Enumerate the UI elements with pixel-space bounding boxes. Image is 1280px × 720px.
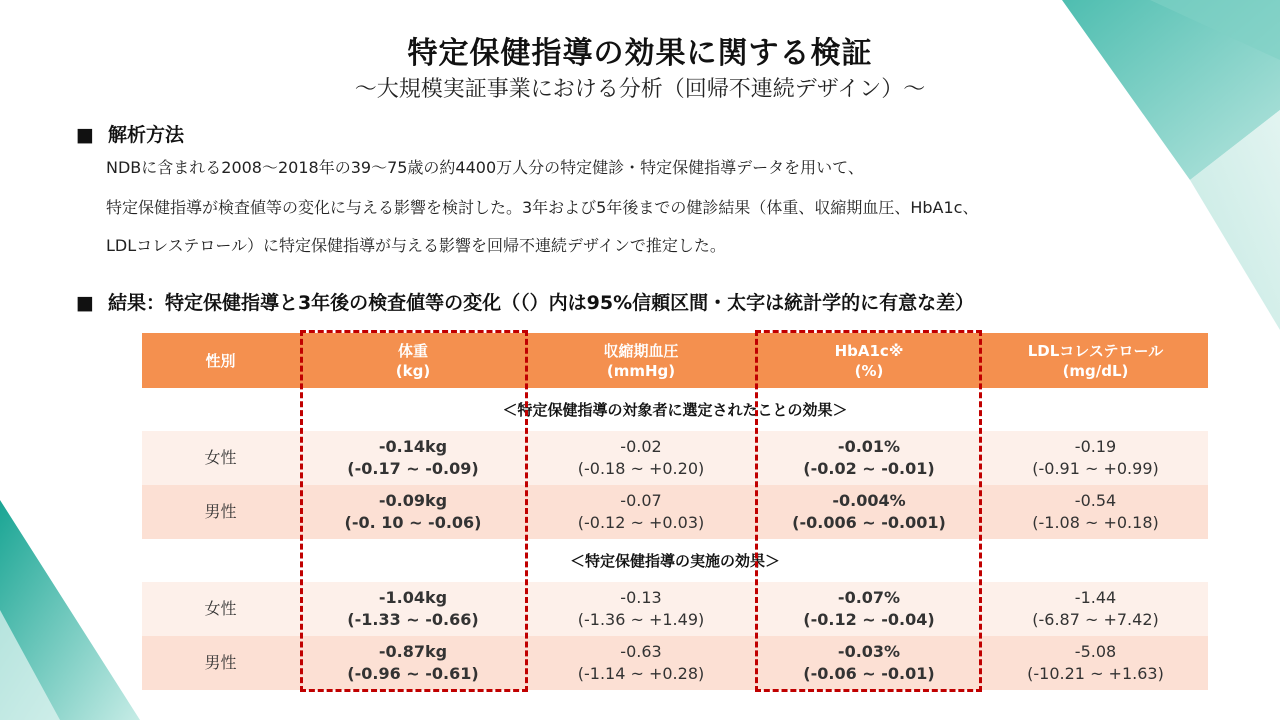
ldl-cell: -5.08 (-10.21 ~ +1.63)	[983, 636, 1208, 690]
header-sex: 性別	[142, 333, 299, 388]
method-line-1: NDBに含まれる2008～2018年の39～75歳の約4400万人分の特定健診・特定保健指導データを用いて、	[106, 158, 864, 177]
sex-cell: 男性	[142, 485, 299, 539]
header-ldl: LDLコレステロール (mg/dL)	[983, 333, 1208, 388]
weight-column-highlight	[300, 330, 528, 692]
header-weight: 体重 (kg)	[299, 333, 527, 388]
ldl-cell: -0.54 (-1.08 ~ +0.18)	[983, 485, 1208, 539]
weight-cell: -0.14kg (-0.17 ~ -0.09)	[299, 431, 527, 485]
sex-cell: 女性	[142, 582, 299, 636]
weight-cell: -0.09kg (-0. 10 ~ -0.06)	[299, 485, 527, 539]
hba1c-cell: -0.07% (-0.12 ~ -0.04)	[755, 582, 983, 636]
page-subtitle: ～大規模実証事業における分析（回帰不連続デザイン）～	[354, 77, 926, 102]
sbp-cell: -0.02 (-0.18 ~ +0.20)	[527, 431, 755, 485]
ldl-cell: -1.44 (-6.87 ~ +7.42)	[983, 582, 1208, 636]
weight-cell: -1.04kg (-1.33 ~ -0.66)	[299, 582, 527, 636]
section1-caption: ＜特定保健指導の対象者に選定されたことの効果＞	[142, 388, 1208, 431]
section2-caption: ＜特定保健指導の実施の効果＞	[142, 539, 1208, 582]
method-line-2: 特定保健指導が検査値等の変化に与える影響を検討した。3年および5年後までの健診結果（体重、収縮期血圧、HbA1c、	[106, 198, 979, 217]
square-bullet-icon: ■	[76, 292, 94, 314]
hba1c-cell: -0.01% (-0.02 ~ -0.01)	[755, 431, 983, 485]
sbp-cell: -0.13 (-1.36 ~ +1.49)	[527, 582, 755, 636]
weight-cell: -0.87kg (-0.96 ~ -0.61)	[299, 636, 527, 690]
method-heading-text: 解析方法	[107, 124, 184, 146]
ldl-cell: -0.19 (-0.91 ~ +0.99)	[983, 431, 1208, 485]
sex-cell: 男性	[142, 636, 299, 690]
sbp-cell: -0.07 (-0.12 ~ +0.03)	[527, 485, 755, 539]
hba1c-cell: -0.03% (-0.06 ~ -0.01)	[755, 636, 983, 690]
results-heading	[76, 288, 974, 315]
header-hba1c: HbA1c※ (%)	[755, 333, 983, 388]
header-sbp: 収縮期血圧 (mmHg)	[527, 333, 755, 388]
results-heading-text: 結果：特定保健指導と3年後の検査値等の変化（（）内は95%信頼区間・太字は統計学的に有意な差）	[107, 292, 975, 314]
square-bullet-icon: ■	[76, 124, 94, 146]
sex-cell: 女性	[142, 431, 299, 485]
sbp-cell: -0.63 (-1.14 ~ +0.28)	[527, 636, 755, 690]
method-heading	[76, 120, 184, 147]
method-line-3: LDLコレステロール）に特定保健指導が与える影響を回帰不連続デザインで推定した。	[106, 236, 726, 255]
hba1c-cell: -0.004% (-0.006 ~ -0.001)	[755, 485, 983, 539]
hba1c-column-highlight	[755, 330, 982, 692]
page-title: 特定保健指導の効果に関する検証	[407, 36, 873, 71]
